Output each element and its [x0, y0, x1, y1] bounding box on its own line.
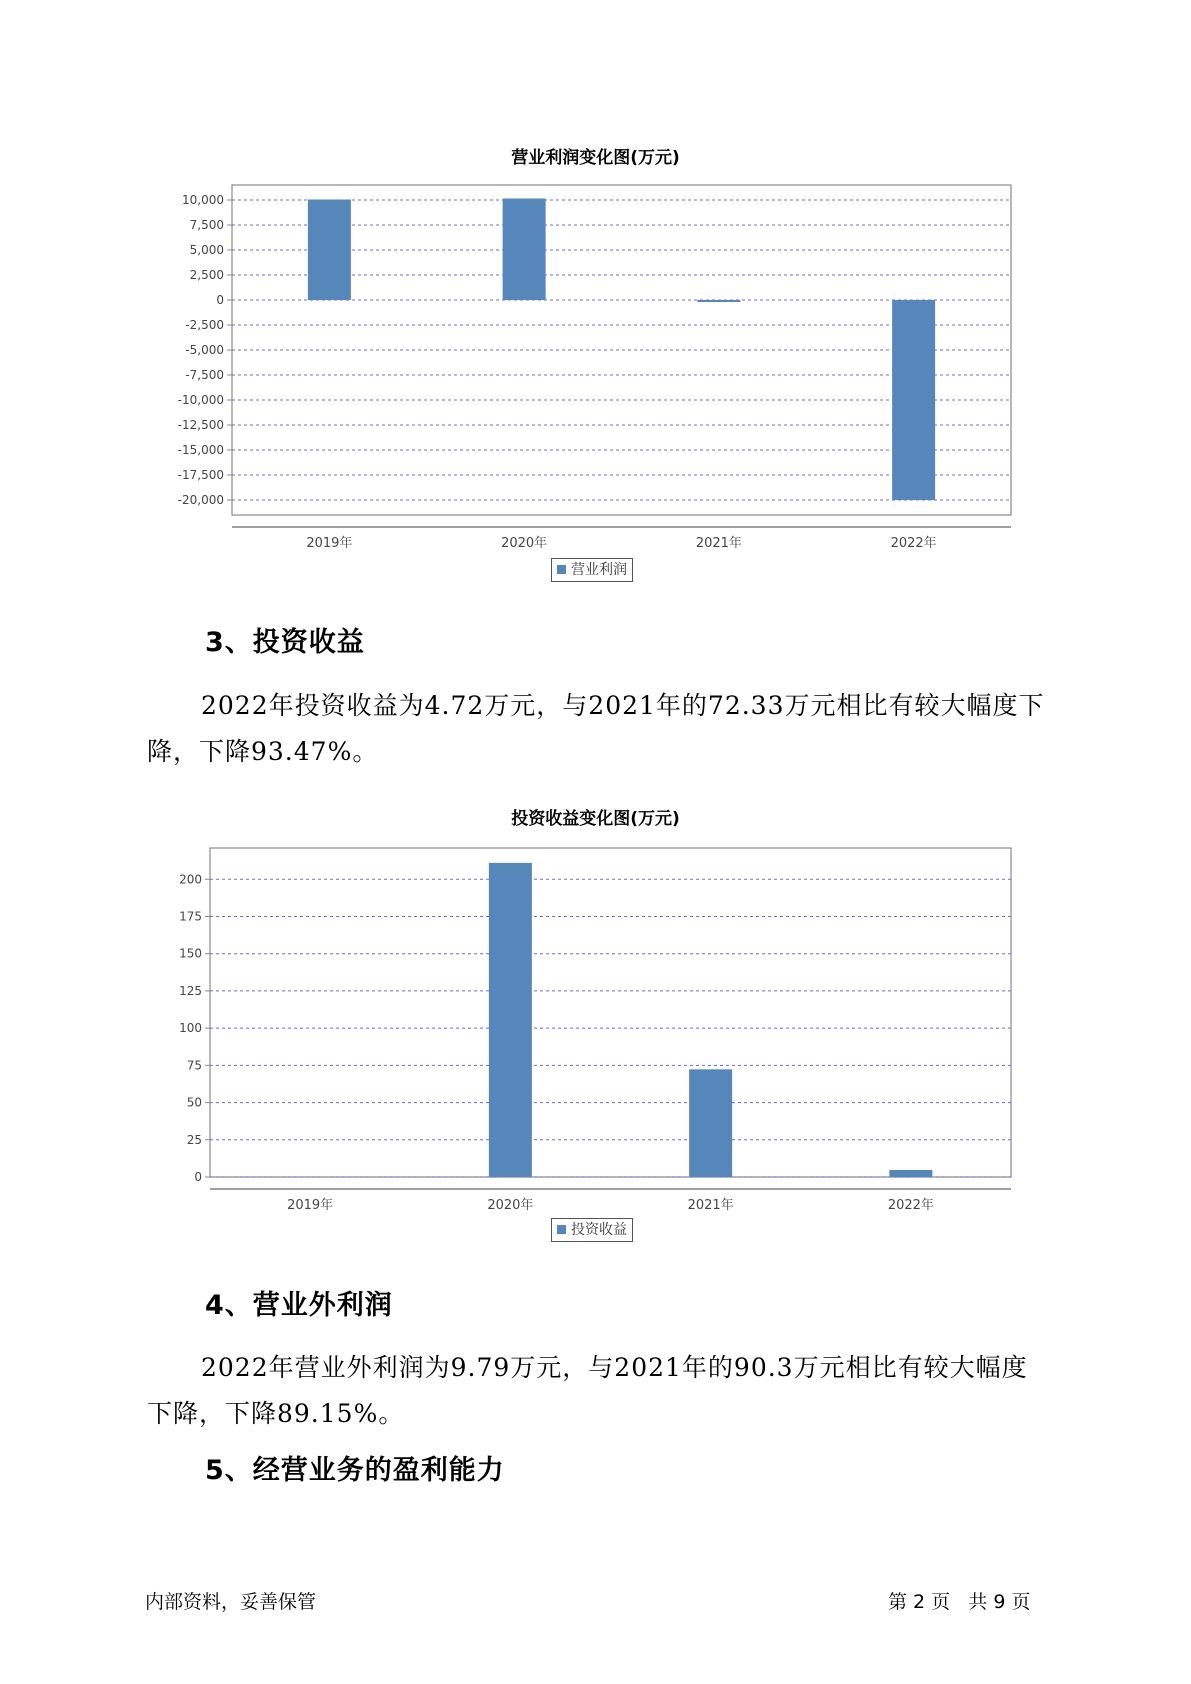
y-tick-label: 7,500 — [189, 218, 224, 232]
plot-area — [210, 848, 1011, 1177]
y-tick-label: -5,000 — [185, 343, 224, 357]
section-heading: 3、投资收益 — [205, 627, 365, 658]
x-tick-label: 2021年 — [687, 1198, 734, 1213]
paragraph-line: 降，下降93.47%。 — [147, 737, 379, 766]
y-tick-label: 150 — [179, 946, 202, 961]
chart-legend — [551, 1218, 633, 1242]
y-tick-label: 0 — [216, 293, 224, 307]
y-tick-label: -17,500 — [177, 468, 224, 482]
footer-note: 内部资料，妥善保管 — [145, 1591, 317, 1613]
page-number: 第 2 页 共 9 页 — [888, 1591, 1031, 1613]
y-tick-label: -15,000 — [177, 443, 224, 457]
paragraph-line: 2022年营业外利润为9.79万元，与2021年的90.3万元相比有较大幅度 — [201, 1353, 1028, 1382]
y-tick-label: -7,500 — [185, 368, 224, 382]
y-tick-label: 75 — [186, 1058, 202, 1073]
chart-title: 营业利润变化图(万元) — [511, 148, 680, 168]
section-paragraph — [147, 1345, 1067, 1437]
y-tick-label: 100 — [179, 1021, 202, 1036]
y-tick-label: 50 — [186, 1095, 202, 1110]
y-tick-label: 200 — [179, 872, 202, 887]
y-tick-label: 25 — [186, 1132, 202, 1147]
bar — [689, 1069, 732, 1177]
x-tick-label: 2021年 — [695, 536, 742, 551]
y-tick-label: 175 — [179, 909, 202, 924]
y-tick-label: -10,000 — [177, 393, 224, 407]
y-tick-label: -20,000 — [177, 493, 224, 507]
x-tick-label: 2020年 — [501, 536, 548, 551]
legend-swatch — [557, 1225, 566, 1234]
x-tick-label: 2019年 — [306, 536, 353, 551]
bar — [889, 1170, 932, 1177]
bar — [489, 863, 532, 1177]
chart-title: 投资收益变化图(万元) — [511, 809, 680, 829]
y-tick-label: 5,000 — [189, 243, 224, 257]
section-heading: 4、营业外利润 — [205, 1290, 393, 1321]
x-tick-label: 2022年 — [890, 536, 937, 551]
paragraph-line: 下降，下降89.15%。 — [147, 1399, 405, 1428]
paragraph-line: 2022年投资收益为4.72万元，与2021年的72.33万元相比有较大幅度下 — [201, 691, 1045, 720]
x-tick-label: 2020年 — [487, 1198, 534, 1213]
y-tick-label: 0 — [194, 1170, 202, 1184]
x-tick-label: 2022年 — [887, 1198, 934, 1213]
legend-label: 营业利润 — [571, 562, 627, 578]
x-tick-label: 2019年 — [287, 1198, 334, 1213]
y-tick-label: 125 — [179, 983, 202, 998]
y-tick-label: 10,000 — [182, 193, 224, 207]
section-heading: 5、经营业务的盈利能力 — [205, 1455, 505, 1486]
y-tick-label: 2,500 — [189, 268, 224, 282]
y-tick-label: -2,500 — [185, 318, 224, 332]
y-tick-label: -12,500 — [177, 418, 224, 432]
legend-label: 投资收益 — [571, 1222, 627, 1238]
